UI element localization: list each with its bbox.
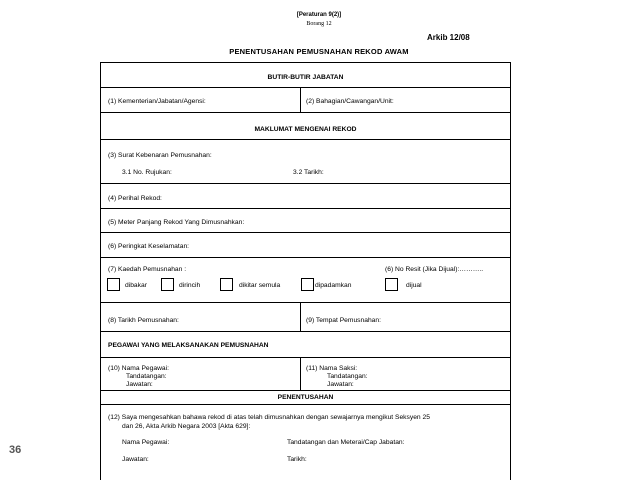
field-peringkat[interactable]: (6) Peringkat Keselamatan: (108, 243, 190, 250)
field-resit[interactable]: (6) No Resit (Jika Dijual):……….. (385, 266, 484, 273)
field-pegawai-nama[interactable]: (10) Nama Pegawai: (108, 365, 169, 372)
section-penentusahan (101, 391, 510, 405)
row-tarikh-tempat (101, 303, 510, 332)
section-butir (101, 63, 510, 88)
field-verify-tandatangan[interactable]: Tandatangan dan Meterai/Cap Jabatan: (287, 439, 405, 446)
section-maklumat-heading: MAKLUMAT MENGENAI REKOD (254, 126, 357, 133)
row-peringkat (101, 233, 510, 258)
regulation-reference: [Peraturan 9(2)] (296, 12, 342, 18)
field-verify-tarikh[interactable]: Tarikh: (287, 456, 307, 463)
field-kaedah: (7) Kaedah Pemusnahan : (108, 266, 187, 273)
checkbox-dibakar[interactable] (107, 278, 120, 291)
section-pegawai (101, 332, 510, 358)
verification-statement-line2: dan 26, Akta Arkib Negara 2003 [Akta 629]: (122, 423, 251, 430)
label-dikitar-semula: dikitar semula (239, 282, 281, 289)
form-number: Borang 12 (306, 21, 332, 27)
checkbox-dijual[interactable] (385, 278, 398, 291)
label-dipadamkan: dipadamkan (315, 282, 352, 289)
field-meter[interactable]: (5) Meter Panjang Rekod Yang Dimusnahkan: (108, 219, 245, 226)
field-bahagian[interactable]: (2) Bahagian/Cawangan/Unit: (306, 98, 394, 105)
record-destruction-form (100, 62, 511, 480)
label-dibakar: dibakar (125, 282, 147, 289)
field-tarikh-surat[interactable]: 3.2 Tarikh: (293, 169, 324, 176)
section-butir-heading: BUTIR-BUTIR JABATAN (267, 74, 344, 81)
checkbox-dikitar-semula[interactable] (220, 278, 233, 291)
field-saksi-tandatangan[interactable]: Tandatangan: (327, 373, 368, 380)
section-maklumat (101, 113, 510, 140)
label-dirincih: dirincih (179, 282, 201, 289)
row-agency (101, 88, 510, 113)
field-tarikh-pemusnahan[interactable]: (8) Tarikh Pemusnahan: (108, 317, 179, 324)
field-saksi-jawatan[interactable]: Jawatan: (327, 381, 354, 388)
field-saksi-nama[interactable]: (11) Nama Saksi: (306, 365, 358, 372)
label-dijual: dijual (406, 282, 422, 289)
row-perihal (101, 184, 510, 209)
field-verify-nama[interactable]: Nama Pegawai: (122, 439, 170, 446)
verification-statement-line1: (12) Saya mengesahkan bahawa rekod di atas telah dimusnahkan dengan sewajarnya mengikut Seksyen 25 (108, 414, 430, 421)
field-rujukan[interactable]: 3.1 No. Rujukan: (122, 169, 172, 176)
field-tempat[interactable]: (9) Tempat Pemusnahan: (306, 317, 381, 324)
field-perihal[interactable]: (4) Perihal Rekod: (108, 195, 162, 202)
section-penentusahan-heading: PENENTUSAHAN (277, 394, 334, 401)
field-pegawai-jawatan[interactable]: Jawatan: (126, 381, 153, 388)
divider (300, 358, 301, 390)
field-surat: (3) Surat Kebenaran Pemusnahan: (108, 152, 212, 159)
field-verify-jawatan[interactable]: Jawatan: (122, 456, 149, 463)
row-surat (101, 140, 510, 184)
checkbox-dipadamkan[interactable] (301, 278, 314, 291)
row-officers (101, 358, 510, 391)
field-pegawai-tandatangan[interactable]: Tandatangan: (126, 373, 167, 380)
row-meter (101, 209, 510, 233)
page-number: 36 (9, 444, 22, 456)
arkib-code: Arkib 12/08 (427, 33, 470, 42)
divider (300, 303, 301, 331)
divider (300, 88, 301, 112)
form-title: PENENTUSAHAN PEMUSNAHAN REKOD AWAM (229, 47, 409, 56)
field-kementerian[interactable]: (1) Kementerian/Jabatan/Agensi: (108, 98, 206, 105)
section-pegawai-heading: PEGAWAI YANG MELAKSANAKAN PEMUSNAHAN (108, 342, 269, 349)
checkbox-dirincih[interactable] (161, 278, 174, 291)
row-kaedah (101, 258, 510, 303)
